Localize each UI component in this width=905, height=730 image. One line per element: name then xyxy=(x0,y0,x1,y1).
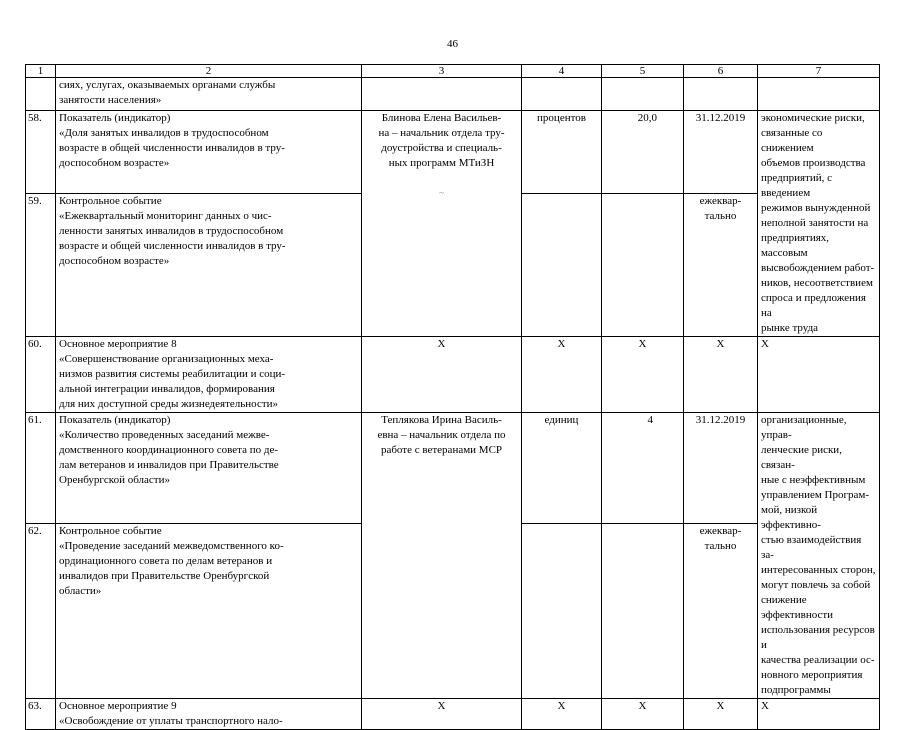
value-cell: 4 xyxy=(602,413,684,524)
x-mark: X xyxy=(362,337,522,413)
row-number: 58. xyxy=(26,111,56,194)
x-mark: X xyxy=(684,337,758,413)
x-mark: X xyxy=(684,699,758,730)
measure-description: сиях, услугах, оказываемых органами службы занятости населения» xyxy=(56,78,362,111)
risks-cell: организационные, управ- ленческие риски, связан- ные с неэффективным управлением Програм- мой, низкой эффективно- стью взаимодействия за- интересованных сторон, могут повлечь за собой снижение эффективности использования ресурсов и качества реализации ос- новного мероприятия подпрограммы xyxy=(758,413,880,699)
x-mark: X xyxy=(758,337,880,413)
x-mark: X xyxy=(602,337,684,413)
measure-description: Основное мероприятие 9 «Освобождение от уплаты транспортного нало- xyxy=(56,699,362,730)
date-cell: 31.12.2019 xyxy=(684,111,758,194)
date-cell: ежеквар- тально xyxy=(684,193,758,336)
header-cell: 7 xyxy=(758,65,880,78)
header-cell: 6 xyxy=(684,65,758,78)
measures-table xyxy=(25,64,880,730)
unit-cell: единиц xyxy=(522,413,602,524)
x-mark: X xyxy=(522,699,602,730)
value-cell: 20,0 xyxy=(602,111,684,194)
stray-mark: ~ xyxy=(439,188,444,198)
responsible-person: Теплякова Ирина Василь- евна – начальник отдела по работе с ветеранами МСР xyxy=(362,413,522,699)
row-number: 63. xyxy=(26,699,56,730)
header-cell: 1 xyxy=(26,65,56,78)
page-number: 46 xyxy=(447,38,458,50)
header-cell: 5 xyxy=(602,65,684,78)
measure-description: Показатель (индикатор) «Доля занятых инвалидов в трудоспособном возрасте в общей численности инвалидов в тру- доспособном возрасте» xyxy=(56,111,362,194)
risks-cell: экономические риски, связанные со снижением объемов производства предприятий, с введением режимов вынужденной неполной занятости на предприятиях, массовым высвобождением работ- ников, несоответствием спроса и предложения на рынке труда xyxy=(758,111,880,337)
row-number: 59. xyxy=(26,193,56,336)
header-cell: 4 xyxy=(522,65,602,78)
measure-description: Контрольное событие «Проведение заседаний межведомственного ко- ординационного совета по делам ветеранов и инвалидов при Правительстве Оренбургской области» xyxy=(56,523,362,698)
header-cell: 2 xyxy=(56,65,362,78)
x-mark: X xyxy=(758,699,880,730)
x-mark: X xyxy=(362,699,522,730)
unit-cell: процентов xyxy=(522,111,602,194)
table-row-63 xyxy=(26,699,880,730)
date-cell: 31.12.2019 xyxy=(684,413,758,524)
row-number: 61. xyxy=(26,413,56,524)
table-row-61 xyxy=(26,413,880,524)
measure-description: Контрольное событие «Ежеквартальный мониторинг данных о чис- ленности занятых инвалидов в трудоспособном возрасте и общей численности инвалидов в тру- доспособном возрасте» xyxy=(56,193,362,336)
x-mark: X xyxy=(522,337,602,413)
date-cell: ежеквар- тально xyxy=(684,523,758,698)
measure-description: Показатель (индикатор) «Количество проведенных заседаний межве- домственного координационного совета по де- лам ветеранов и инвалидов при Правительстве Оренбургской области» xyxy=(56,413,362,524)
header-cell: 3 xyxy=(362,65,522,78)
row-number: 60. xyxy=(26,337,56,413)
header-row xyxy=(26,65,880,78)
row-number: 62. xyxy=(26,523,56,698)
table-row-continuation xyxy=(26,78,880,111)
table-row-60 xyxy=(26,337,880,413)
responsible-person: Блинова Елена Васильев- на – начальник отдела тру- доустройства и специаль- ных программ МТиЗН ~ xyxy=(362,111,522,337)
table-row-58 xyxy=(26,111,880,194)
x-mark: X xyxy=(602,699,684,730)
measure-description: Основное мероприятие 8 «Совершенствование организационных меха- низмов развития системы реабилитации и соци- альной интеграции инвалидов, формирования для них доступной среды жизнедеятельности» xyxy=(56,337,362,413)
